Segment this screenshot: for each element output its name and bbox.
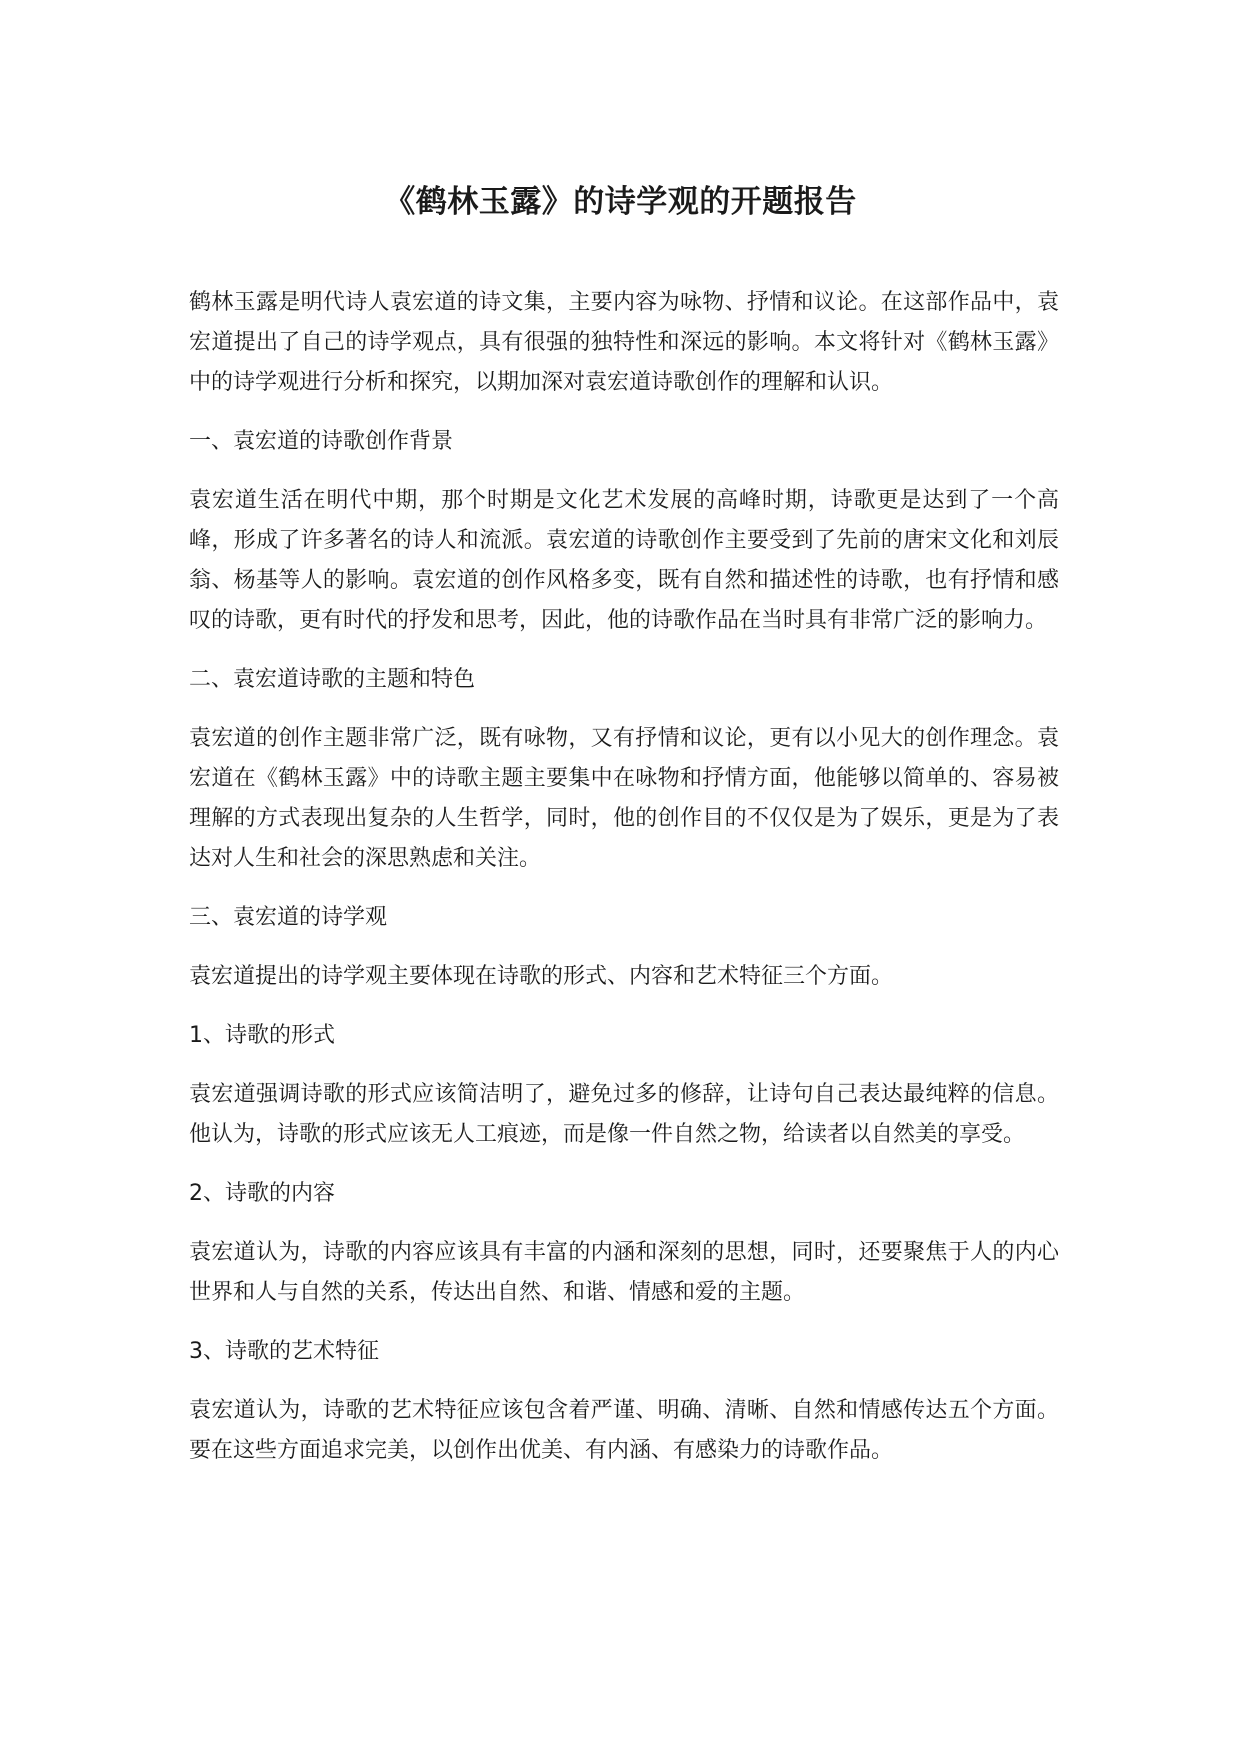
paragraph-content: 袁宏道认为，诗歌的内容应该具有丰富的内涵和深刻的思想，同时，还要聚焦于人的内心世界和人与自然的关系，传达出自然、和谐、情感和爱的主题。 — [189, 1240, 1059, 1305]
paragraph-background: 袁宏道生活在明代中期，那个时期是文化艺术发展的高峰时期，诗歌更是达到了一个高峰，形成了许多著名的诗人和流派。袁宏道的诗歌创作主要受到了先前的唐宋文化和刘辰翁、杨基等人的影响。袁宏道的创作风格多变，既有自然和描述性的诗歌，也有抒情和感叹的诗歌，更有时代的抒发和思考，因此，他的诗歌作品在当时具有非常广泛的影响力。 — [189, 488, 1059, 633]
paragraph-themes: 袁宏道的创作主题非常广泛，既有咏物，又有抒情和议论，更有以小见大的创作理念。袁宏道在《鹤林玉露》中的诗歌主题主要集中在咏物和抒情方面，他能够以简单的、容易被理解的方式表现出复杂的人生哲学，同时，他的创作目的不仅仅是为了娱乐，更是为了表达对人生和社会的深思熟虑和关注。 — [189, 726, 1059, 871]
paragraph-poetics-overview: 袁宏道提出的诗学观主要体现在诗歌的形式、内容和艺术特征三个方面。 — [189, 964, 894, 989]
section-heading-2: 二、袁宏道诗歌的主题和特色 — [189, 667, 476, 692]
section-heading-1: 一、袁宏道的诗歌创作背景 — [189, 429, 454, 454]
subsection-heading-artistic-features: 3、诗歌的艺术特征 — [189, 1339, 379, 1364]
section-heading-3: 三、袁宏道的诗学观 — [189, 905, 388, 930]
paragraph-form: 袁宏道强调诗歌的形式应该简洁明了，避免过多的修辞，让诗句自己表达最纯粹的信息。他认为，诗歌的形式应该无人工痕迹，而是像一件自然之物，给读者以自然美的享受。 — [189, 1082, 1059, 1147]
paragraph-artistic-features: 袁宏道认为，诗歌的艺术特征应该包含着严谨、明确、清晰、自然和情感传达五个方面。要在这些方面追求完美，以创作出优美、有内涵、有感染力的诗歌作品。 — [189, 1398, 1059, 1463]
subsection-heading-form: 1、诗歌的形式 — [189, 1023, 335, 1048]
subsection-heading-content: 2、诗歌的内容 — [189, 1181, 335, 1206]
document-title: 《鹤林玉露》的诗学观的开题报告 — [384, 184, 857, 220]
document-body — [189, 283, 1059, 1490]
paragraph-intro: 鹤林玉露是明代诗人袁宏道的诗文集，主要内容为咏物、抒情和议论。在这部作品中，袁宏道提出了自己的诗学观点，具有很强的独特性和深远的影响。本文将针对《鹤林玉露》中的诗学观进行分析和探究，以期加深对袁宏道诗歌创作的理解和认识。 — [189, 290, 1059, 395]
